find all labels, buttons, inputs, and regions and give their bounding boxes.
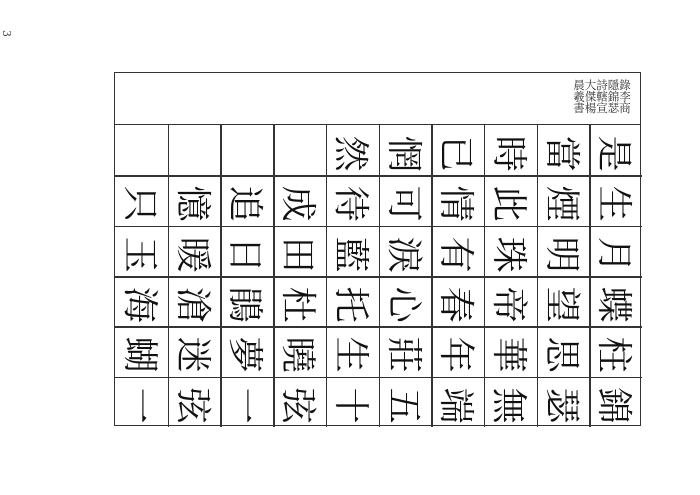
grid-character: 然 bbox=[334, 130, 371, 172]
grid-character: 珠 bbox=[492, 230, 529, 272]
grid-character: 端 bbox=[439, 381, 476, 423]
grid-character: 可 bbox=[386, 180, 423, 222]
grid-character: 杜 bbox=[281, 281, 318, 323]
grid-character: 生 bbox=[597, 180, 634, 222]
header-inscription: 錄李商隱錦瑟詩轄宣大傑楊晨羲書 bbox=[572, 79, 632, 114]
grid-character: 藍 bbox=[334, 230, 371, 272]
grid-character: 望 bbox=[544, 281, 581, 323]
grid-character: 憶 bbox=[176, 180, 213, 222]
grid-character: 惘 bbox=[386, 130, 423, 172]
grid-character: 明 bbox=[544, 230, 581, 272]
grid-character: 華 bbox=[492, 331, 529, 373]
grid-character: 月 bbox=[597, 230, 634, 272]
grid-character: 心 bbox=[386, 281, 423, 323]
grid-character: 成 bbox=[281, 180, 318, 222]
grid-character: 柱 bbox=[597, 331, 634, 373]
grid-character: 一 bbox=[228, 381, 265, 423]
grid-character: 五 bbox=[386, 381, 423, 423]
calligraphy-grid-sheet bbox=[114, 72, 641, 426]
grid-character: 暖 bbox=[176, 230, 213, 272]
grid-character: 只 bbox=[123, 180, 160, 222]
grid-character: 十 bbox=[334, 381, 371, 423]
grid-character: 瑟 bbox=[544, 381, 581, 423]
grid-character: 追 bbox=[228, 180, 265, 222]
grid-character: 一 bbox=[123, 381, 160, 423]
grid-character: 年 bbox=[439, 331, 476, 373]
grid-character: 時 bbox=[492, 130, 529, 172]
grid-character: 托 bbox=[334, 281, 371, 323]
grid-character: 此 bbox=[492, 180, 529, 222]
grid-character: 海 bbox=[123, 281, 160, 323]
grid-character: 玉 bbox=[123, 230, 160, 272]
grid-character: 錦 bbox=[597, 381, 634, 423]
grid-character: 蝶 bbox=[597, 281, 634, 323]
grid-character: 是 bbox=[597, 130, 634, 172]
grid-character: 田 bbox=[281, 230, 318, 272]
header-band bbox=[115, 73, 640, 125]
grid-character: 思 bbox=[544, 331, 581, 373]
grid-character: 情 bbox=[439, 180, 476, 222]
grid-character: 鵑 bbox=[228, 281, 265, 323]
grid-character: 當 bbox=[544, 130, 581, 172]
grid-character: 帝 bbox=[492, 281, 529, 323]
grid-character: 已 bbox=[439, 130, 476, 172]
grid-character: 弦 bbox=[281, 381, 318, 423]
grid-character: 蝴 bbox=[123, 331, 160, 373]
grid-character: 無 bbox=[492, 381, 529, 423]
page-number: 3 bbox=[0, 30, 13, 37]
grid-character: 淚 bbox=[386, 230, 423, 272]
grid-character: 莊 bbox=[386, 331, 423, 373]
grid-character: 弦 bbox=[176, 381, 213, 423]
grid-character: 曉 bbox=[281, 331, 318, 373]
grid-character: 煙 bbox=[544, 180, 581, 222]
grid-character: 迷 bbox=[176, 331, 213, 373]
grid-character: 生 bbox=[334, 331, 371, 373]
grid-character: 夢 bbox=[228, 331, 265, 373]
grid-character: 滄 bbox=[176, 281, 213, 323]
grid-character: 有 bbox=[439, 230, 476, 272]
grid-character: 春 bbox=[439, 281, 476, 323]
grid-character: 日 bbox=[228, 230, 265, 272]
grid-character: 待 bbox=[334, 180, 371, 222]
